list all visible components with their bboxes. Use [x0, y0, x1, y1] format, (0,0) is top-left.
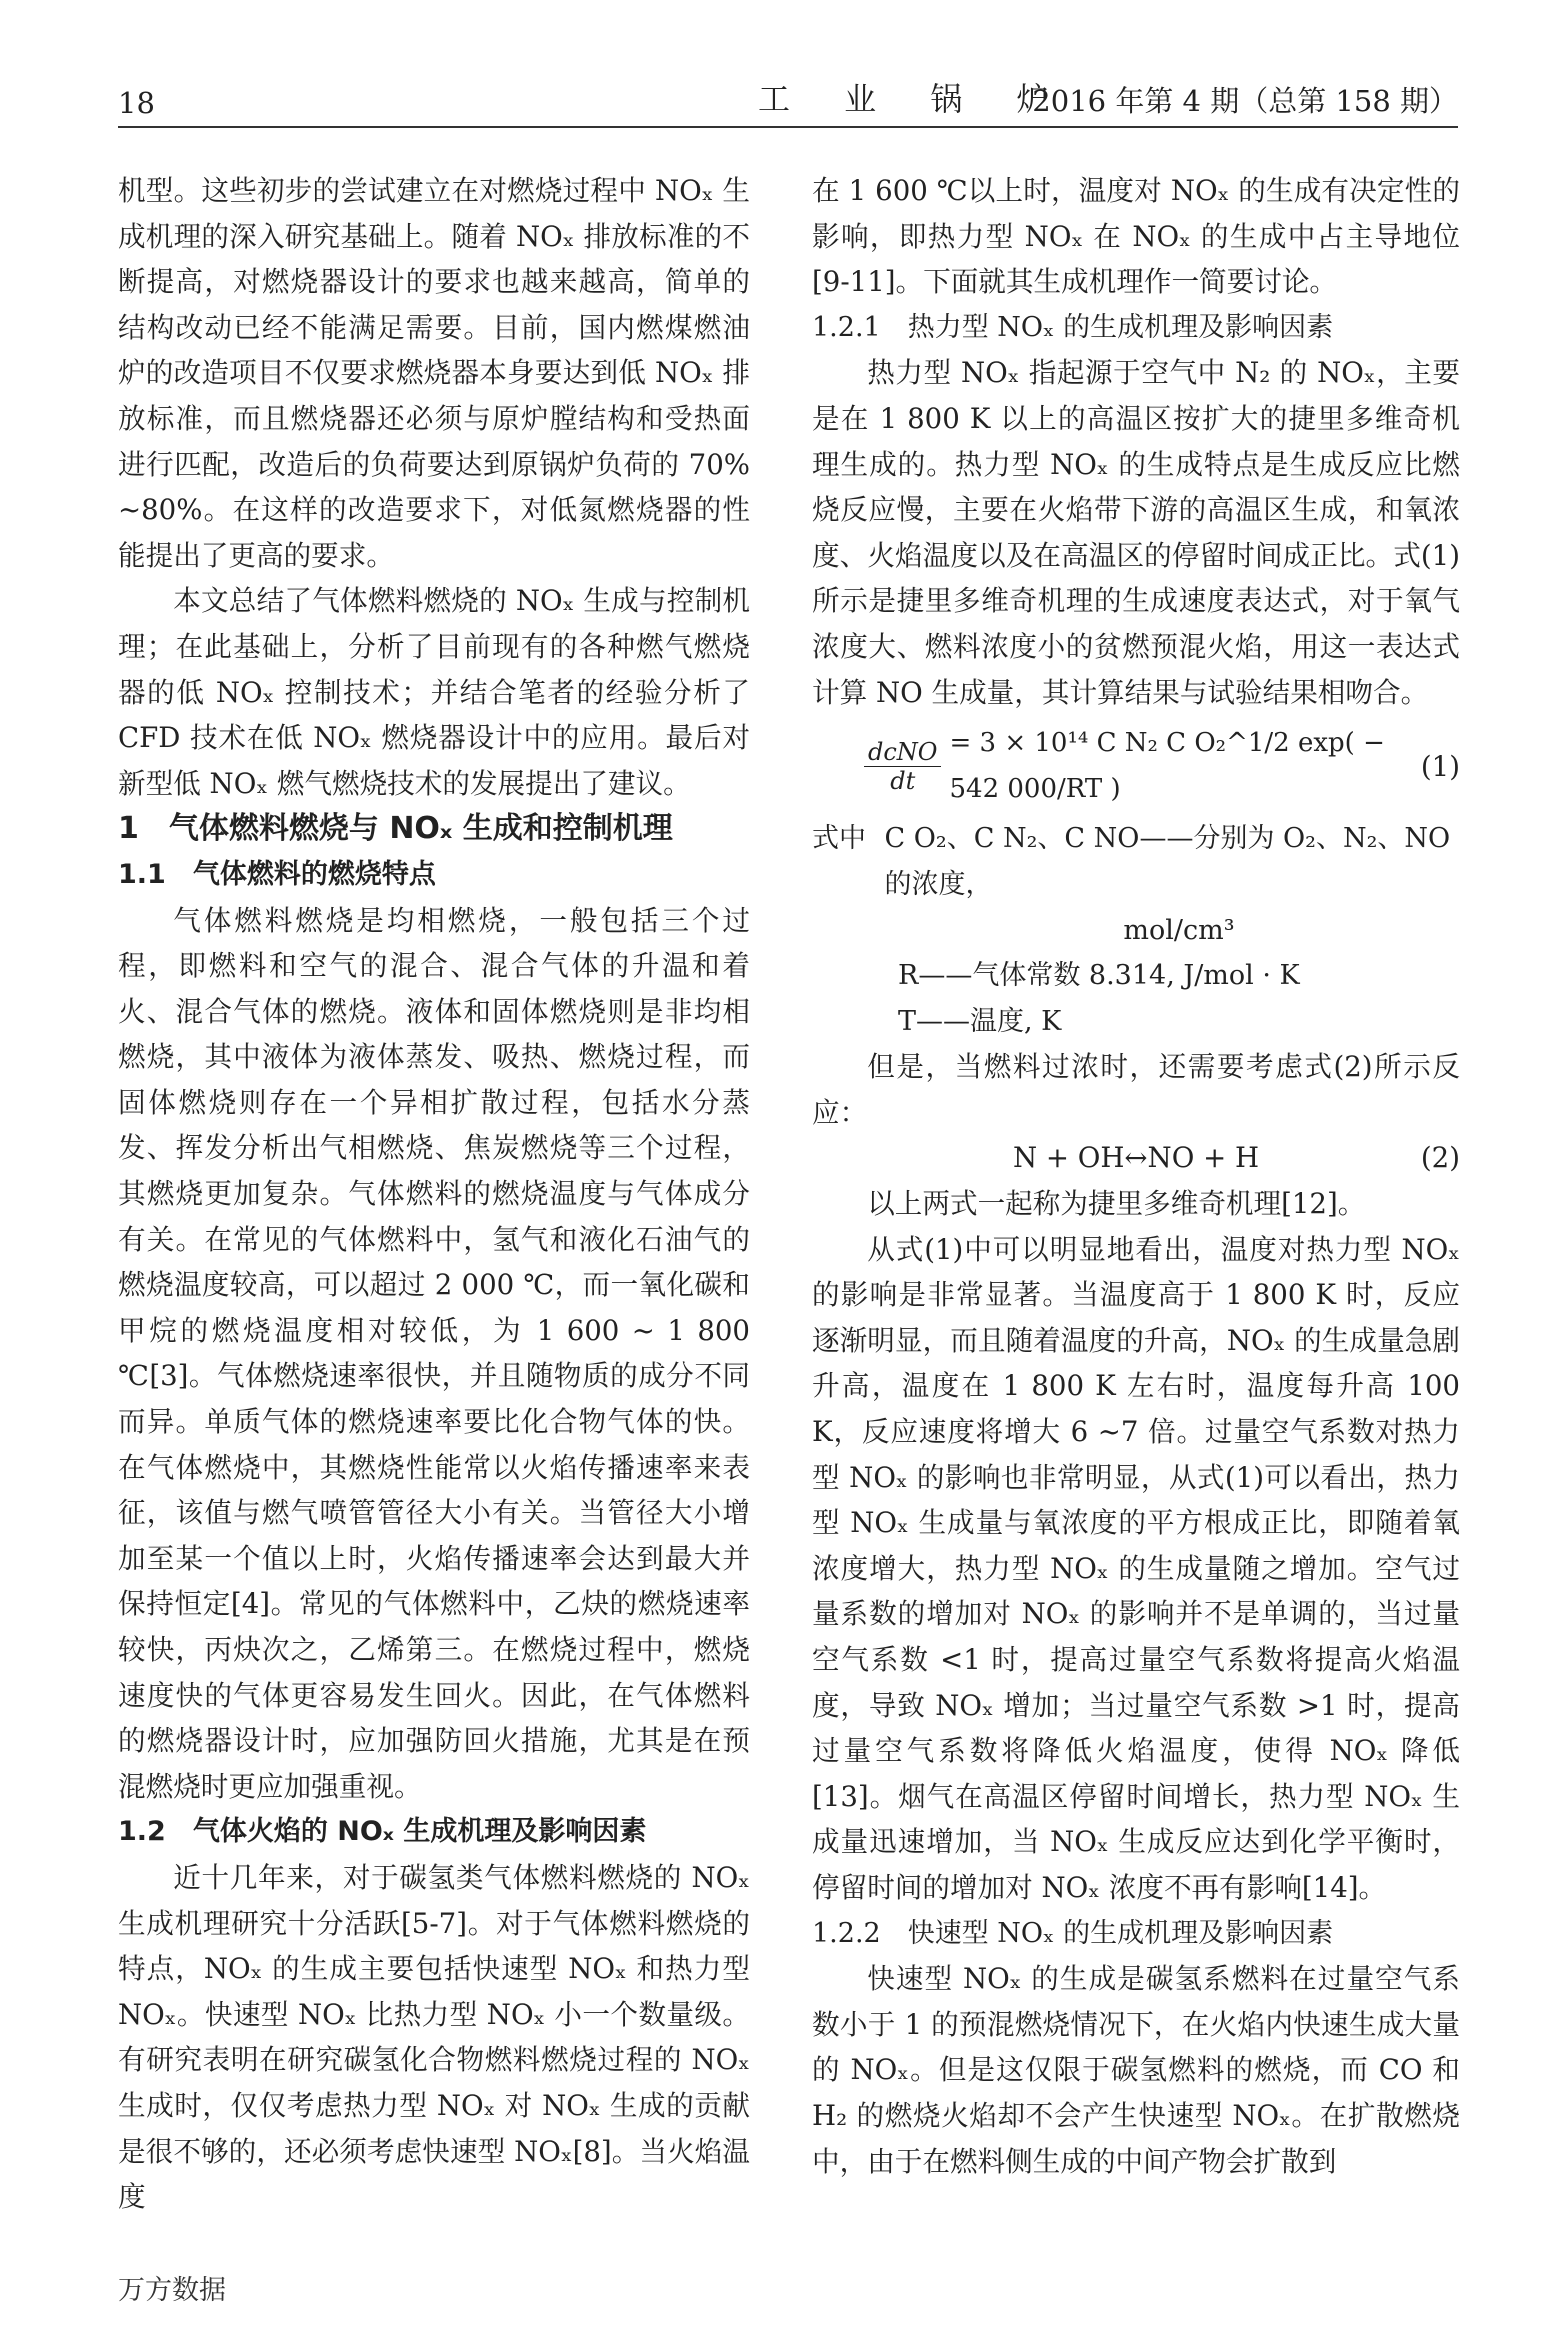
subsection-heading: 1.2 气体火焰的 NOₓ 生成机理及影响因素: [118, 1816, 647, 1848]
paragraph: 气体燃料燃烧是均相燃烧，一般包括三个过程，即燃料和空气的混合、混合气体的升温和着火、混合气体的燃烧。液体和固体燃烧则是非均相燃烧，其中液体为液体蒸发、吸热、燃烧过程，而固体燃烧则存在一个异相扩散过程，包括水分蒸发、挥发分析出气相燃烧、焦炭燃烧等三个过程，其燃烧更加复杂。气体燃料的燃烧温度与气体成分有关。在常见的气体燃料中，氢气和液化石油气的燃烧温度较高，可以超过 2 000 ℃，而一氧化碳和甲烷的燃烧温度相对较低，为 1 600 ~ 1 800 ℃[3]。气体燃烧速率很快，并且随物质的成分不同而异。单质气体的燃烧速率要比化合物气体的快。在气体燃烧中，其燃烧性能常以火焰传播速率来表征，该值与燃气喷管管径大小有关。当管径大小增加至某一个值以上时，火焰传播速率会达到最大并保持恒定[4]。常见的气体燃料中，乙炔的燃烧速率较快，丙炔次之，乙烯第三。在燃烧过程中，燃烧速度快的气体更容易发生回火。因此，在气体燃料的燃烧器设计时，应加强防回火措施，尤其是在预混燃烧时更应加强重视。: [118, 903, 750, 1803]
equation-body: N + OH↔NO + H: [1012, 1141, 1260, 1175]
paragraph: 但是，当燃料过浓时，还需要考虑式(2)所示反应：: [812, 1050, 1460, 1129]
paragraph: 机型。这些初步的尝试建立在对燃烧过程中 NOₓ 生成机理的深入研究基础上。随着 NOₓ 排放标准的不断提高，对燃烧器设计的要求也越来越高，简单的结构改动已经不能满足需要。目前，国内燃煤燃油炉的改造项目不仅要求燃烧器本身要达到低 NOₓ 排放标准，而且燃烧器还必须与原炉膛结构和受热面进行匹配，改造后的负荷要达到原锅炉负荷的 70% ~80%。在这样的改造要求下，对低氮燃烧器的性能提出了更高的要求。: [118, 174, 750, 572]
subsubsection-heading: 1.2.1 热力型 NOₓ 的生成机理及影响因素: [812, 311, 1334, 343]
equation-rhs: = 3 × 10¹⁴ C N₂ C O₂^1/2 exp( − 542 000/RT ): [949, 728, 1385, 804]
fraction-denominator: dt: [890, 767, 916, 796]
fraction-numerator: dcNO: [864, 738, 941, 767]
equation-number: (1): [1420, 749, 1460, 783]
paragraph: 在 1 600 ℃以上时，温度对 NOₓ 的生成有决定性的影响，即热力型 NOₓ 在 NOₓ 的生成中占主导地位[9-11]。下面就其生成机理作一简要讨论。: [812, 174, 1460, 299]
definition: R——气体常数 8.314, J/mol · K: [898, 960, 1300, 992]
section-heading: 1 气体燃料燃烧与 NOₓ 生成和控制机理: [118, 811, 673, 847]
subsubsection-heading: 1.2.2 快速型 NOₓ 的生成机理及影响因素: [812, 1917, 1334, 1949]
paragraph: 以上两式一起称为捷里多维奇机理[12]。: [867, 1187, 1366, 1221]
journal-title: 工 业 锅 炉: [758, 80, 1071, 118]
paragraph: 近十几年来，对于碳氢类气体燃料燃烧的 NOₓ 生成机理研究十分活跃[5-7]。对于气体燃料燃烧的特点，NOₓ 的生成主要包括快速型 NOₓ 和热力型 NOₓ。快速型 NOₓ 比热力型 NOₓ 小一个数量级。有研究表明在研究碳氢化合物燃料燃烧过程的 NOₓ 生成时，仅仅考虑热力型 NOₓ 对 NOₓ 生成的贡献是很不够的，还必须考虑快速型 NOₓ[8]。当火焰温度: [118, 1860, 750, 2214]
equation-number: (2): [1420, 1141, 1460, 1175]
equation-2: [812, 1135, 1460, 1181]
paragraph: 从式(1)中可以明显地看出，温度对热力型 NOₓ 的影响是非常显著。当温度高于 1 800 K 时，反应逐渐明显，而且随着温度的升高，NOₓ 的生成量急剧升高，温度在 1 800 K 左右时，温度每升高 100 K，反应速度将增大 6 ~7 倍。过量空气系数对热力型 NOₓ 的影响也非常明显，从式(1)可以看出，热力型 NOₓ 生成量与氧浓度的平方根成正比，即随着氧浓度增大，热力型 NOₓ 的生成量随之增加。空气过量系数的增加对 NOₓ 的影响并不是单调的，当过量空气系数 <1 时，提高过量空气系数将提高火焰温度，导致 NOₓ 增加；当过量空气系数 >1 时，提高过量空气系数将降低火焰温度，使得 NOₓ 降低[13]。烟气在高温区停留时间增长，热力型 NOₓ 生成量迅速增加，当 NOₓ 生成反应达到化学平衡时，停留时间的增加对 NOₓ 浓度不再有影响[14]。: [812, 1232, 1460, 1904]
right-column: [812, 168, 1460, 2184]
variable-definitions: [812, 816, 1460, 1044]
where-label: 式中: [812, 823, 866, 855]
page-number: 18: [118, 86, 155, 120]
page-header: [118, 82, 1458, 128]
issue-info: 2016 年第 4 期（总第 158 期）: [1032, 84, 1458, 118]
left-column: [118, 168, 750, 2220]
definition: C O₂、C N₂、C NO——分别为 O₂、N₂、NO 的浓度，: [884, 823, 1451, 900]
definition: T——温度, K: [898, 1005, 1062, 1037]
paragraph: 热力型 NOₓ 指起源于空气中 N₂ 的 NOₓ，主要是在 1 800 K 以上的高温区按扩大的捷里多维奇机理生成的。热力型 NOₓ 的生成特点是生成反应比燃烧反应慢，主要在火焰带下游的高温区生成，和氧浓度、火焰温度以及在高温区的停留时间成正比。式(1)所示是捷里多维奇机理的生成速度表达式，对于氧气浓度大、燃料浓度小的贫燃预混火焰，用这一表达式计算 NO 生成量，其计算结果与试验结果相吻合。: [812, 356, 1460, 709]
subsection-heading: 1.1 气体燃料的燃烧特点: [118, 858, 436, 890]
equation-fraction: [864, 738, 941, 795]
footer-watermark: 万方数据: [118, 2275, 226, 2306]
definition-unit: mol/cm³: [1123, 914, 1235, 946]
paragraph: 快速型 NOₓ 的生成是碳氢系燃料在过量空气系数小于 1 的预混燃烧情况下，在火焰内快速生成大量的 NOₓ。但是这仅限于碳氢燃料的燃烧，而 CO 和 H₂ 的燃烧火焰却不会产生快速型 NOₓ。在扩散燃烧中，由于在燃料侧生成的中间产物会扩散到: [812, 1962, 1460, 2178]
paragraph: 本文总结了气体燃料燃烧的 NOₓ 生成与控制机理；在此基础上，分析了目前现有的各种燃气燃烧器的低 NOₓ 控制技术；并结合笔者的经验分析了 CFD 技术在低 NOₓ 燃烧器设计中的应用。最后对新型低 NOₓ 燃气燃烧技术的发展提出了建议。: [118, 584, 750, 800]
equation-1: [812, 721, 1460, 812]
